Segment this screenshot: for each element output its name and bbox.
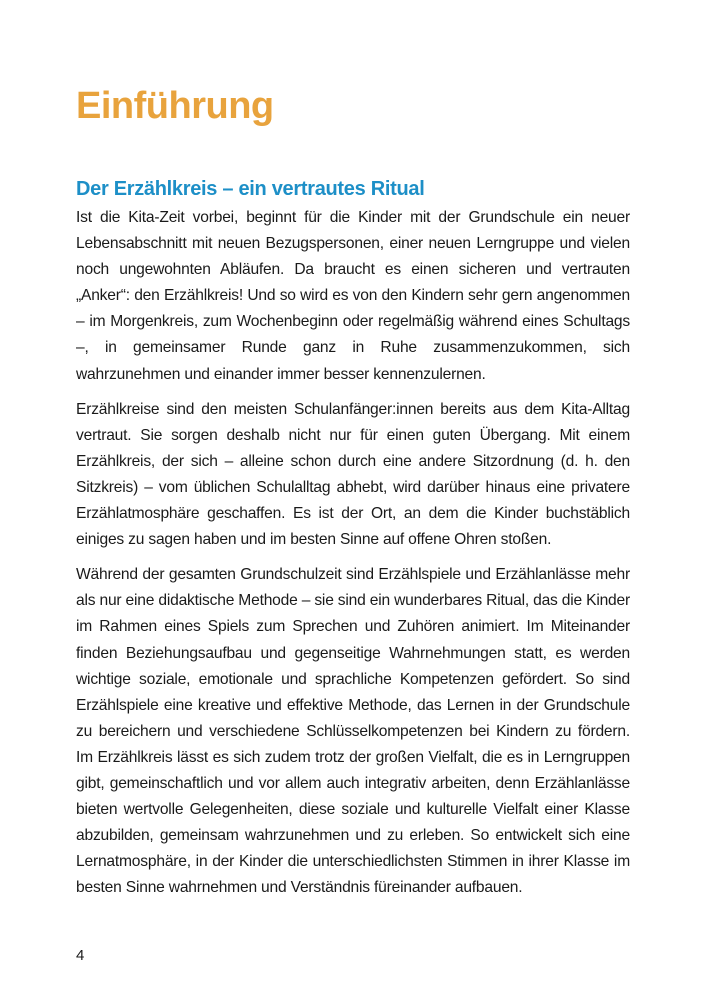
paragraph-3: Während der gesamten Grundschulzeit sind Erzählspiele und Erzählanlässe mehr als nur eine didaktische Methode – sie sind ein wunderbares Ritual, das die Kinder im Rahmen eines Spiels zum Sprechen und Zuhören animiert. Im Miteinander finden Beziehungsaufbau und gegenseitige Wahrnehmungen statt, es werden wichtige soziale, emotionale und sprachliche Kompetenzen gefördert. So sind Erzählspiele eine kreative und effektive Methode, das Lernen in der Grundschule zu bereichern und verschiedene Schlüsselkompetenzen bei Kindern zu fördern. Im Erzählkreis lässt es sich zudem trotz der großen Vielfalt, die es in Lerngruppen gibt, gemeinschaftlich und vor allem auch integrativ arbeiten, denn Erzählanlässe bieten wertvolle Gelegenheiten, diese soziale und kulturelle Vielfalt einer Klasse abzubilden, gemeinsam wahrzunehmen und zu erleben. So entwickelt sich eine Lernatmosphäre, in der Kinder die unterschiedlichsten Stimmen in ihrer Klasse im besten Sinne wahrnehmen und Verständnis füreinander aufbauen. bbox=[76, 566, 630, 897]
page-number: 4 bbox=[76, 947, 85, 964]
chapter-title: Einführung bbox=[76, 85, 274, 127]
body-text bbox=[76, 205, 630, 910]
paragraph-2: Erzählkreise sind den meisten Schulanfänger:innen bereits aus dem Kita-Alltag vertraut. Sie sorgen deshalb nicht nur für einen guten Übergang. Mit einem Erzählkreis, der sich – alleine schon durch eine andere Sitzordnung (d. h. den Sitzkreis) – vom üblichen Schulalltag abhebt, wird darüber hinaus eine privatere Erzählatmosphäre geschaffen. Es ist der Ort, an dem die Kinder buchstäblich einiges zu sagen haben und im besten Sinne auf offene Ohren stoßen. bbox=[76, 400, 630, 549]
section-heading: Der Erzählkreis – ein vertrautes Ritual bbox=[76, 178, 425, 200]
paragraph-1: Ist die Kita-Zeit vorbei, beginnt für die Kinder mit der Grundschule ein neuer Lebensabschnitt mit neuen Bezugspersonen, einer neuen Lerngruppe und vielen noch ungewohnten Abläufen. Da braucht es einen sicheren und vertrauten „Anker“: den Erzählkreis! Und so wird es von den Kindern sehr gern angenommen – im Morgenkreis, zum Wochenbeginn oder regelmäßig während eines Schultags –, in gemeinsamer Runde ganz in Ruhe zusammenzukommen, sich wahrzunehmen und einander immer besser kennenzulernen. bbox=[76, 209, 630, 383]
